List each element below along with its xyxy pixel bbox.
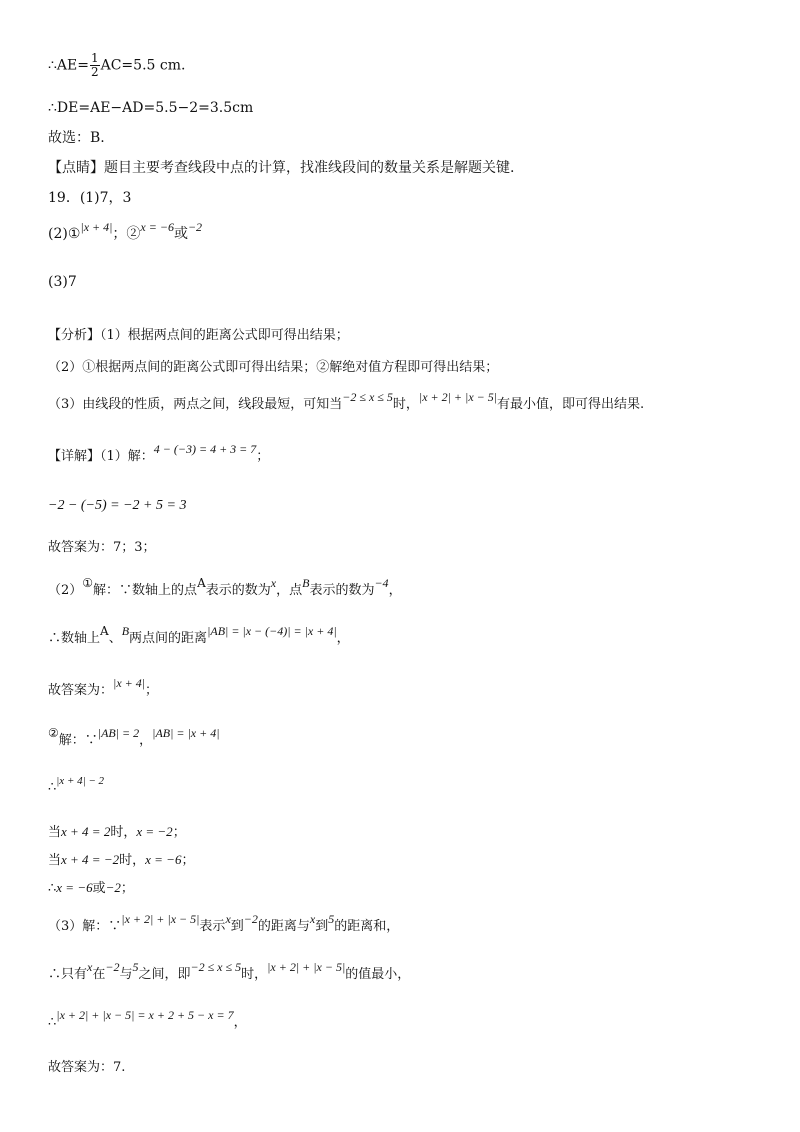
math-expr: −2 ≤ x ≤ 5 <box>190 960 242 974</box>
line-q19-2 <box>48 220 203 244</box>
text: ， <box>388 583 402 598</box>
line-choice: 故选：B. <box>48 130 105 146</box>
text: ；② <box>112 226 141 242</box>
math-expr: |x + 4| <box>80 220 113 234</box>
point-label: B <box>121 624 130 638</box>
math-expr: −2 <box>105 880 121 895</box>
text: 时， <box>241 967 268 982</box>
line-fenxi-3 <box>48 390 645 415</box>
text: ； <box>256 449 270 464</box>
line-q3 <box>48 912 400 937</box>
math-expr: x = −6 <box>145 852 182 867</box>
math-expr: x = −6 <box>140 220 174 234</box>
text: ， <box>336 631 350 646</box>
text: 时， <box>392 397 419 412</box>
text: （2） <box>48 583 83 598</box>
text: 在 <box>92 967 106 982</box>
line-q3-condition <box>48 960 411 985</box>
text: ； <box>120 881 134 896</box>
math-expr: x + 4 = 2 <box>61 824 111 839</box>
line-answer-2 <box>48 676 159 701</box>
math-expr: −2 <box>243 912 258 926</box>
math-expr: x <box>270 576 277 590</box>
math-expr: −2 <box>187 220 203 234</box>
text: ， <box>233 1015 247 1030</box>
text: 与 <box>119 967 133 982</box>
text: 到 <box>315 919 329 934</box>
point-label: A <box>197 576 206 590</box>
math-expr: −4 <box>374 576 389 590</box>
text: 的距离和， <box>334 919 400 934</box>
line-fenxi: 【分析】（1）根据两点间的距离公式即可得出结果； <box>48 328 349 343</box>
math-expr: |x + 4| − 2 <box>56 775 105 787</box>
math-expr: x + 4 = −2 <box>61 852 120 867</box>
text: 之间，即 <box>138 967 191 982</box>
text: 当 <box>48 853 62 868</box>
line-calc-2: −2 − (−5) = −2 + 5 = 3 <box>48 498 187 513</box>
line-q19-3: (3)7 <box>48 274 77 290</box>
text: 到 <box>230 919 244 934</box>
text: （3）解：∵ <box>48 919 122 934</box>
line-conclusion-2 <box>48 878 134 899</box>
text: 解：∵数轴上的点 <box>93 583 198 598</box>
math-expr: 5 <box>132 960 139 974</box>
line-q2-part2 <box>48 726 220 751</box>
text: 解：∵ <box>58 733 98 748</box>
math-expr: |x + 2| + |x − 5| <box>121 912 200 926</box>
text: 时， <box>119 853 146 868</box>
text: ∴ <box>48 780 57 795</box>
line-dianjing: 【点睛】题目主要考查线段中点的计算，找准线段间的数量关系是解题关键. <box>48 160 515 176</box>
text: (2)① <box>48 226 81 242</box>
math-expr: |x + 2| + |x − 5| <box>418 390 498 404</box>
text: 的值最小， <box>345 967 411 982</box>
line-equation <box>48 775 105 798</box>
text: 的距离与 <box>257 919 310 934</box>
math-expr: |x + 2| + |x − 5| = x + 2 + 5 − x = 7 <box>56 1008 234 1022</box>
text: ； <box>181 853 195 868</box>
text: ，点 <box>276 583 303 598</box>
math-expr: 5 <box>328 912 335 926</box>
math-expr: x <box>87 960 93 974</box>
math-expr: |x + 2| + |x − 5| <box>267 960 346 974</box>
line-case-2 <box>48 850 194 871</box>
line-case-1 <box>48 822 186 843</box>
text: AC=5.5 cm. <box>100 57 186 74</box>
text: ∴AE= <box>48 57 89 74</box>
math-expr: x <box>309 912 316 926</box>
math-expr: x <box>225 912 231 926</box>
fraction-denominator: 2 <box>90 65 99 79</box>
text: 表示的数为 <box>309 583 375 598</box>
text: 有最小值，即可得出结果. <box>497 397 645 412</box>
math-expr: |AB| = |x − (−4)| = |x + 4| <box>207 624 337 638</box>
text: （3）由线段的性质，两点之间，线段最短，可知当 <box>48 397 343 412</box>
line-answer-1: 故答案为：7；3； <box>48 540 156 555</box>
line-q19-1: 19．(1)7，3 <box>48 190 132 206</box>
text: ∴数轴上 <box>48 631 101 646</box>
text: ； <box>145 683 159 698</box>
text: 表示的数为 <box>205 583 271 598</box>
circled-number: ① <box>82 576 94 590</box>
fraction <box>90 52 100 79</box>
math-expr: −2 ≤ x ≤ 5 <box>342 390 393 404</box>
text: ， <box>139 733 153 748</box>
fraction-numerator: 1 <box>90 51 99 65</box>
line-fenxi-2: （2）①根据两点间的距离公式即可得出结果；②解绝对值方程即可得出结果； <box>48 360 499 375</box>
text: 或 <box>92 881 106 896</box>
line-q2-intro <box>48 576 402 601</box>
text: 故答案为： <box>48 683 114 698</box>
text: 时， <box>110 825 137 840</box>
line-ae <box>48 52 185 79</box>
text: ∴ <box>48 881 57 896</box>
point-label: A <box>100 624 109 638</box>
math-expr: |x + 4| <box>113 676 146 690</box>
math-expr: |AB| = |x + 4| <box>152 726 220 740</box>
text: ； <box>172 825 186 840</box>
math-expr: x = −6 <box>56 880 93 895</box>
math-expr: |AB| = 2 <box>97 726 140 740</box>
text: 、 <box>108 631 122 646</box>
math-expr: x = −2 <box>136 824 173 839</box>
math-expr: 4 − (−3) = 4 + 3 = 7 <box>153 442 257 456</box>
text: 两点间的距离 <box>129 631 208 646</box>
text: ∴ <box>48 1015 57 1030</box>
line-answer-3: 故答案为：7. <box>48 1060 126 1075</box>
text: 当 <box>48 825 62 840</box>
text: 【详解】（1）解： <box>48 449 154 464</box>
circled-number: ② <box>48 726 59 740</box>
text: 或 <box>173 226 188 242</box>
line-de: ∴DE=AE−AD=5.5−2=3.5cm <box>48 100 254 116</box>
text: 表示 <box>199 919 226 934</box>
text: ∴只有 <box>48 967 88 982</box>
point-label: B <box>302 576 310 590</box>
line-q3-result <box>48 1008 247 1033</box>
math-expr: −2 <box>105 960 120 974</box>
line-q2-distance <box>48 624 350 649</box>
line-xiangjie <box>48 442 270 467</box>
